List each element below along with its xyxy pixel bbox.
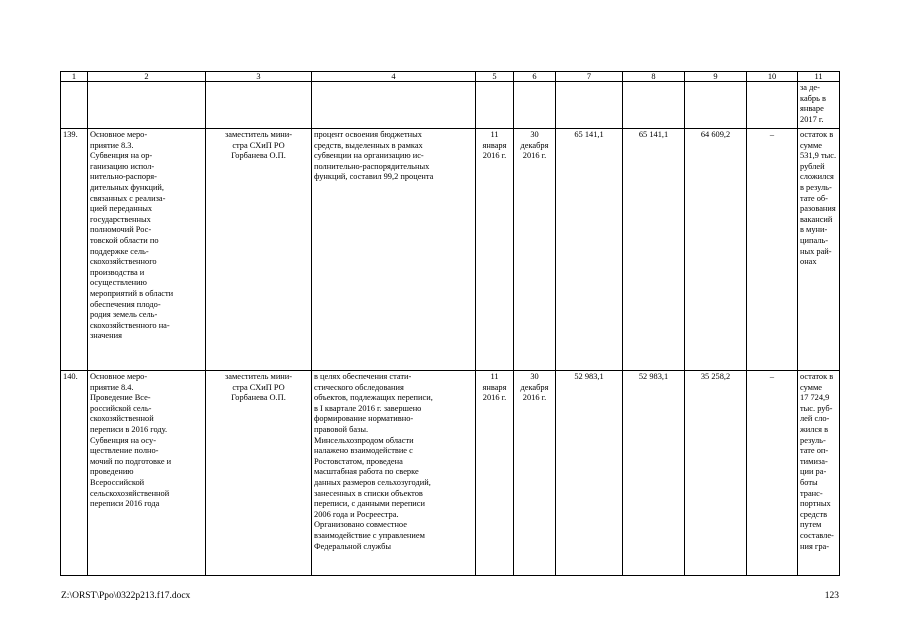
text-line: 2016 г. <box>522 393 547 403</box>
cell-number: 139. <box>61 129 88 371</box>
column-number: 7 <box>556 72 623 82</box>
text-line: Ростовстатом, проведена <box>314 456 403 466</box>
text-line: заместитель мини- <box>224 130 293 139</box>
text-line: тате об- <box>800 193 828 203</box>
text-line: кабрь в <box>800 93 826 103</box>
text-line: 11 <box>490 130 499 139</box>
text-line: 531,9 тыс. <box>800 151 837 161</box>
text-line: осуществлению <box>90 278 147 288</box>
text-line: переписи 2016 года <box>90 499 160 509</box>
text-line: 17 724,9 <box>800 393 830 403</box>
text-line: Субвенция на ор- <box>90 151 153 161</box>
text-line: средств, выделенных в рамках <box>314 140 423 150</box>
column-number: 9 <box>685 72 747 82</box>
text-line: боты <box>800 477 818 487</box>
text-line: ции ра- <box>800 467 827 477</box>
text-line: вакансий <box>800 214 833 224</box>
text-line: нительно-распоря- <box>90 172 157 182</box>
cell-amount-allocated: 65 141,1 <box>623 129 685 371</box>
cell-start-date <box>476 129 514 371</box>
cell-amount-plan: 65 141,1 <box>556 129 623 371</box>
cell-end-date <box>514 371 556 576</box>
text-line: транс- <box>800 488 823 498</box>
text-line: функций, составил 99,2 процента <box>314 172 434 182</box>
column-number: 2 <box>88 72 206 82</box>
text-line: жился в <box>800 424 829 434</box>
text-line: Горбанева О.П. <box>231 393 286 403</box>
cell-amount-spent: 35 258,2 <box>685 371 747 576</box>
text-line: приятие 8.3. <box>90 140 134 150</box>
text-line: ществление полно- <box>90 446 159 456</box>
text-line: 2016 г. <box>482 151 507 161</box>
text-line: остаток в <box>800 372 834 381</box>
text-line: стического обследования <box>314 382 404 392</box>
text-line: лей сло- <box>800 414 830 424</box>
text-line: в I квартале 2016 г. завершено <box>314 403 422 413</box>
text-line: данных размеров сельхозугодий, <box>314 477 431 487</box>
text-line: взаимодействие с управлением <box>314 530 425 540</box>
text-line: тимиза- <box>800 456 828 466</box>
text-line: переписи, с данными переписи <box>314 499 425 509</box>
cell-result <box>312 129 476 371</box>
cell-result <box>312 371 476 576</box>
cell-amount-spent: 64 609,2 <box>685 129 747 371</box>
text-line: объектов, подлежащих переписи, <box>314 393 433 403</box>
text-line: масштабная работа по сверке <box>314 467 419 477</box>
cell-start-date <box>476 371 514 576</box>
text-line: онах <box>800 257 817 267</box>
cell-responsible <box>206 371 312 576</box>
table-row <box>61 371 840 576</box>
text-line: Субвенция на осу- <box>90 435 157 445</box>
text-line: скохозяйственной <box>90 414 154 424</box>
cell-end-date <box>514 129 556 371</box>
text-line: 2017 г. <box>800 114 824 124</box>
text-line: Горбанева О.П. <box>231 151 286 161</box>
text-line: правовой базы. <box>314 424 369 434</box>
text-line: формирование нормативно- <box>314 414 414 424</box>
text-line: государственных <box>90 214 151 224</box>
text-line: переписи в 2016 году. <box>90 424 168 434</box>
text-line: обеспечения плодо- <box>90 299 161 309</box>
text-line: ния гра- <box>800 541 830 551</box>
text-line: полномочий Рос- <box>90 225 152 235</box>
text-line: товской области по <box>90 235 159 245</box>
cell-number: 140. <box>61 371 88 576</box>
text-line: 11 <box>490 372 499 381</box>
text-line: сумме <box>800 382 823 392</box>
column-number: 8 <box>623 72 685 82</box>
text-line: Основное меро- <box>90 130 148 139</box>
text-line: дительных функций, <box>90 182 165 192</box>
text-line: января <box>482 382 507 392</box>
text-line: Организовано совместное <box>314 520 407 530</box>
cell-note <box>798 129 840 371</box>
text-line: сложился <box>800 172 834 182</box>
text-line: связанных с реализа- <box>90 193 166 203</box>
text-line: разования <box>800 204 836 214</box>
column-number: 5 <box>476 72 514 82</box>
text-line: мероприятий в области <box>90 288 174 298</box>
column-number: 1 <box>61 72 88 82</box>
text-line: 30 <box>530 130 539 139</box>
text-line: поддержке сель- <box>90 246 149 256</box>
cell-amount-plan: 52 983,1 <box>556 371 623 576</box>
cell-col10: – <box>747 371 798 576</box>
text-line: за де- <box>800 83 820 92</box>
text-line: составле- <box>800 530 834 540</box>
text-line: 30 <box>530 372 539 381</box>
column-number: 11 <box>798 72 840 82</box>
text-line: скохозяйственного на- <box>90 320 170 330</box>
page-number: 123 <box>824 591 839 601</box>
column-number-row <box>61 72 840 82</box>
text-line: скохозяйственного <box>90 257 157 267</box>
cell-note <box>798 371 840 576</box>
text-line: декабря <box>520 140 549 150</box>
text-line: в целях обеспечения стати- <box>314 372 412 381</box>
table-row <box>61 129 840 371</box>
column-number: 3 <box>206 72 312 82</box>
text-line: рублей <box>800 161 825 171</box>
text-line: занесенных в списки объектов <box>314 488 423 498</box>
cell-amount-allocated: 52 983,1 <box>623 371 685 576</box>
text-line: Проведение Все- <box>90 393 151 403</box>
text-line: резуль- <box>800 435 826 445</box>
text-line: тате оп- <box>800 446 829 456</box>
text-line: январе <box>800 104 824 114</box>
text-line: Основное меро- <box>90 372 148 381</box>
cell-note <box>798 82 840 129</box>
text-line: в муни- <box>800 225 828 235</box>
text-line: стра СХиП РО <box>232 140 285 150</box>
text-line: налажено взаимодействие с <box>314 446 413 456</box>
text-line: Всероссийской <box>90 477 145 487</box>
text-line: ципаль- <box>800 235 829 245</box>
text-line: тыс. руб- <box>800 403 833 413</box>
text-line: ных рай- <box>800 246 832 256</box>
text-line: стра СХиП РО <box>232 382 285 392</box>
continuation-row <box>61 82 840 129</box>
text-line: Федеральной службы <box>314 541 391 551</box>
text-line: остаток в <box>800 130 834 139</box>
text-line: мочий по подготовке и <box>90 456 172 466</box>
cell-responsible <box>206 129 312 371</box>
text-line: Минсельхозпродом области <box>314 435 414 445</box>
report-table <box>60 71 840 576</box>
text-line: российской сель- <box>90 403 152 413</box>
text-line: процент освоения бюджетных <box>314 130 422 139</box>
column-number: 10 <box>747 72 798 82</box>
text-line: путем <box>800 520 822 530</box>
text-line: портных <box>800 499 831 509</box>
text-line: проведению <box>90 467 134 477</box>
cell-activity <box>88 371 206 576</box>
cell-activity <box>88 129 206 371</box>
text-line: средств <box>800 509 828 519</box>
text-line: 2016 г. <box>482 393 507 403</box>
cell-col10: – <box>747 129 798 371</box>
column-number: 6 <box>514 72 556 82</box>
text-line: сумме <box>800 140 823 150</box>
text-line: ганизацию испол- <box>90 161 155 171</box>
text-line: производства и <box>90 267 145 277</box>
column-number: 4 <box>312 72 476 82</box>
text-line: заместитель мини- <box>224 372 293 381</box>
text-line: января <box>482 140 507 150</box>
text-line: сельскохозяйственной <box>90 488 170 498</box>
text-line: родия земель сель- <box>90 310 158 320</box>
text-line: декабря <box>520 382 549 392</box>
footer-file-path: Z:\ORST\Ppo\0322p213.f17.docx <box>61 591 191 601</box>
text-line: цией переданных <box>90 204 153 214</box>
text-line: полнительно-распорядительных <box>314 161 430 171</box>
text-line: 2006 года и Росреестра. <box>314 509 399 519</box>
text-line: 2016 г. <box>522 151 547 161</box>
text-line: в резуль- <box>800 182 832 192</box>
text-line: значения <box>90 331 122 341</box>
text-line: приятие 8.4. <box>90 382 134 392</box>
text-line: субвенции на организацию ис- <box>314 151 424 161</box>
